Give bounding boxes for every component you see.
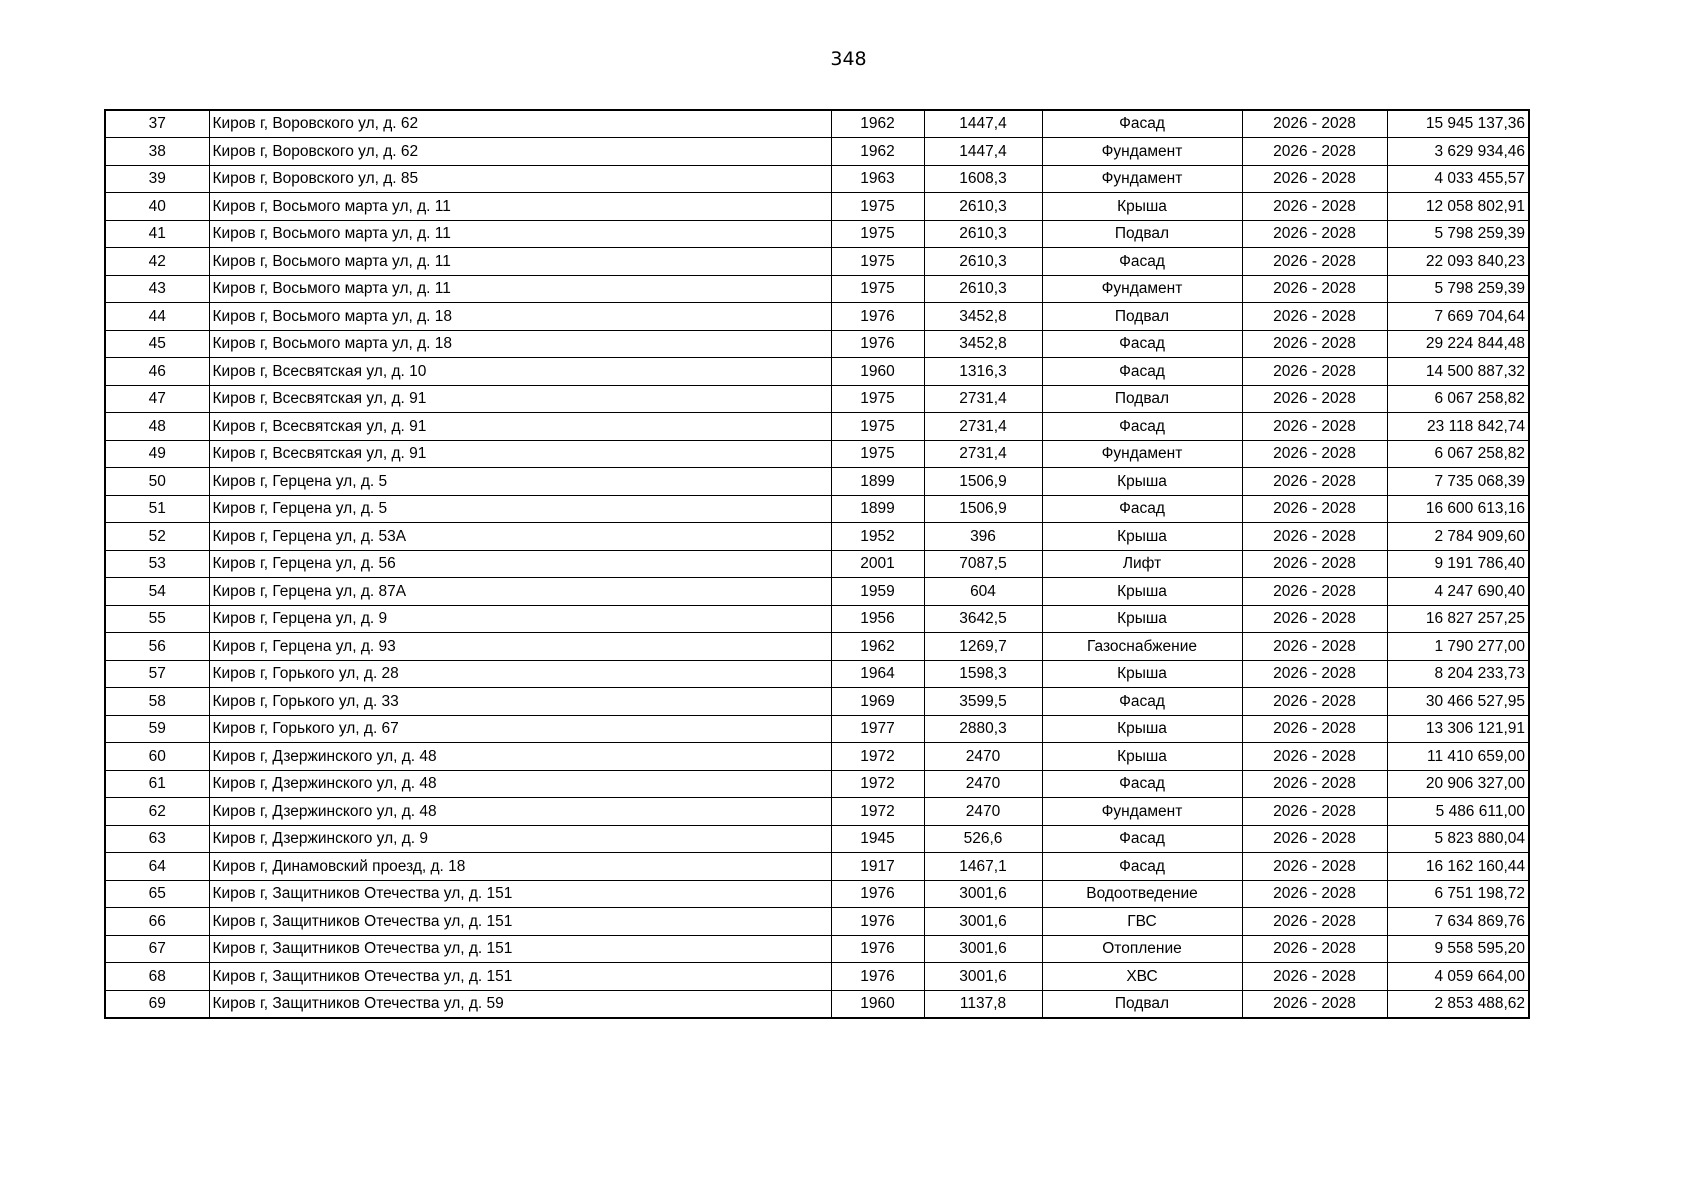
address-cell: Киров г, Горького ул, д. 33 bbox=[209, 688, 831, 716]
period-cell: 2026 - 2028 bbox=[1242, 248, 1387, 276]
row-number-cell: 59 bbox=[105, 715, 209, 743]
work-type-cell: Подвал bbox=[1042, 385, 1242, 413]
work-type-cell: Крыша bbox=[1042, 523, 1242, 551]
row-number-cell: 38 bbox=[105, 138, 209, 166]
build-year-cell: 1976 bbox=[831, 330, 924, 358]
address-cell: Киров г, Дзержинского ул, д. 48 bbox=[209, 798, 831, 826]
work-type-cell: Фундамент bbox=[1042, 798, 1242, 826]
address-cell: Киров г, Герцена ул, д. 5 bbox=[209, 495, 831, 523]
area-cell: 3001,6 bbox=[924, 935, 1042, 963]
build-year-cell: 1962 bbox=[831, 110, 924, 138]
work-type-cell: ГВС bbox=[1042, 908, 1242, 936]
build-year-cell: 1976 bbox=[831, 303, 924, 331]
period-cell: 2026 - 2028 bbox=[1242, 220, 1387, 248]
period-cell: 2026 - 2028 bbox=[1242, 990, 1387, 1018]
area-cell: 7087,5 bbox=[924, 550, 1042, 578]
period-cell: 2026 - 2028 bbox=[1242, 660, 1387, 688]
table-row bbox=[105, 248, 1529, 276]
work-type-cell: Водоотведение bbox=[1042, 880, 1242, 908]
cost-cell: 16 600 613,16 bbox=[1387, 495, 1529, 523]
area-cell: 2610,3 bbox=[924, 275, 1042, 303]
row-number-cell: 57 bbox=[105, 660, 209, 688]
table-row bbox=[105, 990, 1529, 1018]
work-type-cell: Газоснабжение bbox=[1042, 633, 1242, 661]
address-cell: Киров г, Герцена ул, д. 87А bbox=[209, 578, 831, 606]
area-cell: 1137,8 bbox=[924, 990, 1042, 1018]
work-type-cell: ХВС bbox=[1042, 963, 1242, 991]
area-cell: 1316,3 bbox=[924, 358, 1042, 386]
work-type-cell: Крыша bbox=[1042, 715, 1242, 743]
table-row bbox=[105, 413, 1529, 441]
table-row bbox=[105, 578, 1529, 606]
period-cell: 2026 - 2028 bbox=[1242, 633, 1387, 661]
area-cell: 2880,3 bbox=[924, 715, 1042, 743]
row-number-cell: 50 bbox=[105, 468, 209, 496]
table-row bbox=[105, 110, 1529, 138]
table-row bbox=[105, 825, 1529, 853]
work-type-cell: Подвал bbox=[1042, 990, 1242, 1018]
period-cell: 2026 - 2028 bbox=[1242, 715, 1387, 743]
cost-cell: 12 058 802,91 bbox=[1387, 193, 1529, 221]
address-cell: Киров г, Горького ул, д. 67 bbox=[209, 715, 831, 743]
build-year-cell: 1964 bbox=[831, 660, 924, 688]
table-row bbox=[105, 165, 1529, 193]
cost-cell: 7 735 068,39 bbox=[1387, 468, 1529, 496]
row-number-cell: 63 bbox=[105, 825, 209, 853]
address-cell: Киров г, Герцена ул, д. 53А bbox=[209, 523, 831, 551]
row-number-cell: 60 bbox=[105, 743, 209, 771]
table-row bbox=[105, 303, 1529, 331]
work-type-cell: Фасад bbox=[1042, 330, 1242, 358]
cost-cell: 6 067 258,82 bbox=[1387, 385, 1529, 413]
table-row bbox=[105, 385, 1529, 413]
work-type-cell: Фасад bbox=[1042, 770, 1242, 798]
cost-cell: 9 191 786,40 bbox=[1387, 550, 1529, 578]
period-cell: 2026 - 2028 bbox=[1242, 770, 1387, 798]
table-row bbox=[105, 220, 1529, 248]
row-number-cell: 39 bbox=[105, 165, 209, 193]
table-row bbox=[105, 715, 1529, 743]
work-type-cell: Подвал bbox=[1042, 303, 1242, 331]
work-type-cell: Крыша bbox=[1042, 743, 1242, 771]
build-year-cell: 2001 bbox=[831, 550, 924, 578]
build-year-cell: 1945 bbox=[831, 825, 924, 853]
cost-cell: 9 558 595,20 bbox=[1387, 935, 1529, 963]
cost-cell: 5 798 259,39 bbox=[1387, 275, 1529, 303]
cost-cell: 4 059 664,00 bbox=[1387, 963, 1529, 991]
area-cell: 1506,9 bbox=[924, 495, 1042, 523]
area-cell: 1269,7 bbox=[924, 633, 1042, 661]
cost-cell: 20 906 327,00 bbox=[1387, 770, 1529, 798]
row-number-cell: 64 bbox=[105, 853, 209, 881]
address-cell: Киров г, Дзержинского ул, д. 9 bbox=[209, 825, 831, 853]
cost-cell: 15 945 137,36 bbox=[1387, 110, 1529, 138]
row-number-cell: 53 bbox=[105, 550, 209, 578]
row-number-cell: 47 bbox=[105, 385, 209, 413]
area-cell: 3001,6 bbox=[924, 963, 1042, 991]
area-cell: 2470 bbox=[924, 798, 1042, 826]
work-type-cell: Фасад bbox=[1042, 688, 1242, 716]
address-cell: Киров г, Всесвятская ул, д. 10 bbox=[209, 358, 831, 386]
row-number-cell: 62 bbox=[105, 798, 209, 826]
build-year-cell: 1969 bbox=[831, 688, 924, 716]
build-year-cell: 1975 bbox=[831, 385, 924, 413]
row-number-cell: 40 bbox=[105, 193, 209, 221]
work-type-cell: Крыша bbox=[1042, 605, 1242, 633]
address-cell: Киров г, Восьмого марта ул, д. 18 bbox=[209, 330, 831, 358]
row-number-cell: 66 bbox=[105, 908, 209, 936]
repair-schedule-table bbox=[104, 109, 1530, 1019]
table-row bbox=[105, 798, 1529, 826]
row-number-cell: 43 bbox=[105, 275, 209, 303]
period-cell: 2026 - 2028 bbox=[1242, 358, 1387, 386]
address-cell: Киров г, Восьмого марта ул, д. 11 bbox=[209, 220, 831, 248]
build-year-cell: 1975 bbox=[831, 413, 924, 441]
row-number-cell: 49 bbox=[105, 440, 209, 468]
cost-cell: 22 093 840,23 bbox=[1387, 248, 1529, 276]
build-year-cell: 1972 bbox=[831, 798, 924, 826]
build-year-cell: 1975 bbox=[831, 193, 924, 221]
cost-cell: 13 306 121,91 bbox=[1387, 715, 1529, 743]
cost-cell: 5 486 611,00 bbox=[1387, 798, 1529, 826]
cost-cell: 29 224 844,48 bbox=[1387, 330, 1529, 358]
address-cell: Киров г, Защитников Отечества ул, д. 151 bbox=[209, 880, 831, 908]
cost-cell: 14 500 887,32 bbox=[1387, 358, 1529, 386]
work-type-cell: Фундамент bbox=[1042, 138, 1242, 166]
cost-cell: 16 162 160,44 bbox=[1387, 853, 1529, 881]
row-number-cell: 68 bbox=[105, 963, 209, 991]
address-cell: Киров г, Восьмого марта ул, д. 18 bbox=[209, 303, 831, 331]
row-number-cell: 42 bbox=[105, 248, 209, 276]
row-number-cell: 46 bbox=[105, 358, 209, 386]
build-year-cell: 1972 bbox=[831, 770, 924, 798]
row-number-cell: 61 bbox=[105, 770, 209, 798]
period-cell: 2026 - 2028 bbox=[1242, 963, 1387, 991]
area-cell: 3599,5 bbox=[924, 688, 1042, 716]
address-cell: Киров г, Воровского ул, д. 85 bbox=[209, 165, 831, 193]
period-cell: 2026 - 2028 bbox=[1242, 880, 1387, 908]
build-year-cell: 1975 bbox=[831, 440, 924, 468]
row-number-cell: 55 bbox=[105, 605, 209, 633]
work-type-cell: Фасад bbox=[1042, 248, 1242, 276]
build-year-cell: 1975 bbox=[831, 275, 924, 303]
area-cell: 3001,6 bbox=[924, 880, 1042, 908]
work-type-cell: Фасад bbox=[1042, 495, 1242, 523]
build-year-cell: 1963 bbox=[831, 165, 924, 193]
cost-cell: 23 118 842,74 bbox=[1387, 413, 1529, 441]
address-cell: Киров г, Воровского ул, д. 62 bbox=[209, 110, 831, 138]
cost-cell: 6 067 258,82 bbox=[1387, 440, 1529, 468]
table-row bbox=[105, 440, 1529, 468]
address-cell: Киров г, Герцена ул, д. 56 bbox=[209, 550, 831, 578]
period-cell: 2026 - 2028 bbox=[1242, 110, 1387, 138]
address-cell: Киров г, Защитников Отечества ул, д. 59 bbox=[209, 990, 831, 1018]
table-row bbox=[105, 880, 1529, 908]
address-cell: Киров г, Герцена ул, д. 9 bbox=[209, 605, 831, 633]
period-cell: 2026 - 2028 bbox=[1242, 165, 1387, 193]
area-cell: 2610,3 bbox=[924, 220, 1042, 248]
cost-cell: 5 823 880,04 bbox=[1387, 825, 1529, 853]
row-number-cell: 52 bbox=[105, 523, 209, 551]
address-cell: Киров г, Защитников Отечества ул, д. 151 bbox=[209, 908, 831, 936]
work-type-cell: Крыша bbox=[1042, 468, 1242, 496]
period-cell: 2026 - 2028 bbox=[1242, 193, 1387, 221]
table-body bbox=[105, 110, 1529, 1018]
area-cell: 1447,4 bbox=[924, 138, 1042, 166]
area-cell: 1467,1 bbox=[924, 853, 1042, 881]
build-year-cell: 1976 bbox=[831, 880, 924, 908]
cost-cell: 4 247 690,40 bbox=[1387, 578, 1529, 606]
area-cell: 1447,4 bbox=[924, 110, 1042, 138]
work-type-cell: Фундамент bbox=[1042, 275, 1242, 303]
table-row bbox=[105, 605, 1529, 633]
address-cell: Киров г, Всесвятская ул, д. 91 bbox=[209, 440, 831, 468]
table-row bbox=[105, 358, 1529, 386]
build-year-cell: 1976 bbox=[831, 935, 924, 963]
table-row bbox=[105, 275, 1529, 303]
work-type-cell: Фасад bbox=[1042, 825, 1242, 853]
cost-cell: 1 790 277,00 bbox=[1387, 633, 1529, 661]
table-row bbox=[105, 550, 1529, 578]
table-row bbox=[105, 193, 1529, 221]
period-cell: 2026 - 2028 bbox=[1242, 935, 1387, 963]
cost-cell: 4 033 455,57 bbox=[1387, 165, 1529, 193]
area-cell: 526,6 bbox=[924, 825, 1042, 853]
work-type-cell: Фасад bbox=[1042, 358, 1242, 386]
period-cell: 2026 - 2028 bbox=[1242, 688, 1387, 716]
build-year-cell: 1975 bbox=[831, 220, 924, 248]
table-row bbox=[105, 853, 1529, 881]
work-type-cell: Фасад bbox=[1042, 110, 1242, 138]
period-cell: 2026 - 2028 bbox=[1242, 578, 1387, 606]
period-cell: 2026 - 2028 bbox=[1242, 330, 1387, 358]
table-row bbox=[105, 743, 1529, 771]
row-number-cell: 56 bbox=[105, 633, 209, 661]
work-type-cell: Фасад bbox=[1042, 853, 1242, 881]
area-cell: 2470 bbox=[924, 743, 1042, 771]
table-row bbox=[105, 633, 1529, 661]
row-number-cell: 67 bbox=[105, 935, 209, 963]
table-row bbox=[105, 963, 1529, 991]
page-number: 348 bbox=[830, 48, 867, 70]
table-row bbox=[105, 935, 1529, 963]
row-number-cell: 51 bbox=[105, 495, 209, 523]
address-cell: Киров г, Всесвятская ул, д. 91 bbox=[209, 385, 831, 413]
address-cell: Киров г, Восьмого марта ул, д. 11 bbox=[209, 275, 831, 303]
table-row bbox=[105, 468, 1529, 496]
table-row bbox=[105, 908, 1529, 936]
work-type-cell: Фундамент bbox=[1042, 165, 1242, 193]
work-type-cell: Подвал bbox=[1042, 220, 1242, 248]
period-cell: 2026 - 2028 bbox=[1242, 468, 1387, 496]
period-cell: 2026 - 2028 bbox=[1242, 853, 1387, 881]
area-cell: 3452,8 bbox=[924, 330, 1042, 358]
period-cell: 2026 - 2028 bbox=[1242, 798, 1387, 826]
row-number-cell: 69 bbox=[105, 990, 209, 1018]
address-cell: Киров г, Динамовский проезд, д. 18 bbox=[209, 853, 831, 881]
period-cell: 2026 - 2028 bbox=[1242, 908, 1387, 936]
row-number-cell: 65 bbox=[105, 880, 209, 908]
area-cell: 2470 bbox=[924, 770, 1042, 798]
work-type-cell: Лифт bbox=[1042, 550, 1242, 578]
cost-cell: 7 669 704,64 bbox=[1387, 303, 1529, 331]
address-cell: Киров г, Горького ул, д. 28 bbox=[209, 660, 831, 688]
row-number-cell: 44 bbox=[105, 303, 209, 331]
build-year-cell: 1976 bbox=[831, 908, 924, 936]
address-cell: Киров г, Дзержинского ул, д. 48 bbox=[209, 770, 831, 798]
area-cell: 2731,4 bbox=[924, 385, 1042, 413]
row-number-cell: 41 bbox=[105, 220, 209, 248]
build-year-cell: 1975 bbox=[831, 248, 924, 276]
row-number-cell: 48 bbox=[105, 413, 209, 441]
cost-cell: 2 853 488,62 bbox=[1387, 990, 1529, 1018]
area-cell: 2610,3 bbox=[924, 193, 1042, 221]
period-cell: 2026 - 2028 bbox=[1242, 440, 1387, 468]
address-cell: Киров г, Воровского ул, д. 62 bbox=[209, 138, 831, 166]
build-year-cell: 1960 bbox=[831, 358, 924, 386]
work-type-cell: Фасад bbox=[1042, 413, 1242, 441]
area-cell: 3642,5 bbox=[924, 605, 1042, 633]
build-year-cell: 1962 bbox=[831, 138, 924, 166]
address-cell: Киров г, Герцена ул, д. 5 bbox=[209, 468, 831, 496]
period-cell: 2026 - 2028 bbox=[1242, 385, 1387, 413]
address-cell: Киров г, Защитников Отечества ул, д. 151 bbox=[209, 963, 831, 991]
table-row bbox=[105, 138, 1529, 166]
address-cell: Киров г, Восьмого марта ул, д. 11 bbox=[209, 248, 831, 276]
area-cell: 604 bbox=[924, 578, 1042, 606]
period-cell: 2026 - 2028 bbox=[1242, 523, 1387, 551]
work-type-cell: Крыша bbox=[1042, 660, 1242, 688]
build-year-cell: 1917 bbox=[831, 853, 924, 881]
table-row bbox=[105, 660, 1529, 688]
table-row bbox=[105, 770, 1529, 798]
row-number-cell: 37 bbox=[105, 110, 209, 138]
period-cell: 2026 - 2028 bbox=[1242, 743, 1387, 771]
build-year-cell: 1962 bbox=[831, 633, 924, 661]
address-cell: Киров г, Всесвятская ул, д. 91 bbox=[209, 413, 831, 441]
row-number-cell: 45 bbox=[105, 330, 209, 358]
area-cell: 2610,3 bbox=[924, 248, 1042, 276]
build-year-cell: 1899 bbox=[831, 468, 924, 496]
table-row bbox=[105, 330, 1529, 358]
address-cell: Киров г, Герцена ул, д. 93 bbox=[209, 633, 831, 661]
cost-cell: 8 204 233,73 bbox=[1387, 660, 1529, 688]
build-year-cell: 1959 bbox=[831, 578, 924, 606]
work-type-cell: Крыша bbox=[1042, 578, 1242, 606]
area-cell: 1506,9 bbox=[924, 468, 1042, 496]
period-cell: 2026 - 2028 bbox=[1242, 413, 1387, 441]
period-cell: 2026 - 2028 bbox=[1242, 825, 1387, 853]
area-cell: 1598,3 bbox=[924, 660, 1042, 688]
cost-cell: 5 798 259,39 bbox=[1387, 220, 1529, 248]
cost-cell: 6 751 198,72 bbox=[1387, 880, 1529, 908]
address-cell: Киров г, Дзержинского ул, д. 48 bbox=[209, 743, 831, 771]
area-cell: 3001,6 bbox=[924, 908, 1042, 936]
build-year-cell: 1972 bbox=[831, 743, 924, 771]
build-year-cell: 1956 bbox=[831, 605, 924, 633]
area-cell: 396 bbox=[924, 523, 1042, 551]
period-cell: 2026 - 2028 bbox=[1242, 495, 1387, 523]
table-row bbox=[105, 688, 1529, 716]
period-cell: 2026 - 2028 bbox=[1242, 605, 1387, 633]
area-cell: 1608,3 bbox=[924, 165, 1042, 193]
address-cell: Киров г, Восьмого марта ул, д. 11 bbox=[209, 193, 831, 221]
cost-cell: 11 410 659,00 bbox=[1387, 743, 1529, 771]
period-cell: 2026 - 2028 bbox=[1242, 275, 1387, 303]
build-year-cell: 1977 bbox=[831, 715, 924, 743]
build-year-cell: 1960 bbox=[831, 990, 924, 1018]
area-cell: 2731,4 bbox=[924, 413, 1042, 441]
row-number-cell: 58 bbox=[105, 688, 209, 716]
work-type-cell: Крыша bbox=[1042, 193, 1242, 221]
cost-cell: 7 634 869,76 bbox=[1387, 908, 1529, 936]
build-year-cell: 1976 bbox=[831, 963, 924, 991]
area-cell: 3452,8 bbox=[924, 303, 1042, 331]
period-cell: 2026 - 2028 bbox=[1242, 550, 1387, 578]
work-type-cell: Фундамент bbox=[1042, 440, 1242, 468]
table-row bbox=[105, 523, 1529, 551]
period-cell: 2026 - 2028 bbox=[1242, 138, 1387, 166]
cost-cell: 30 466 527,95 bbox=[1387, 688, 1529, 716]
build-year-cell: 1899 bbox=[831, 495, 924, 523]
cost-cell: 3 629 934,46 bbox=[1387, 138, 1529, 166]
row-number-cell: 54 bbox=[105, 578, 209, 606]
period-cell: 2026 - 2028 bbox=[1242, 303, 1387, 331]
cost-cell: 2 784 909,60 bbox=[1387, 523, 1529, 551]
table-row bbox=[105, 495, 1529, 523]
area-cell: 2731,4 bbox=[924, 440, 1042, 468]
cost-cell: 16 827 257,25 bbox=[1387, 605, 1529, 633]
work-type-cell: Отопление bbox=[1042, 935, 1242, 963]
build-year-cell: 1952 bbox=[831, 523, 924, 551]
address-cell: Киров г, Защитников Отечества ул, д. 151 bbox=[209, 935, 831, 963]
